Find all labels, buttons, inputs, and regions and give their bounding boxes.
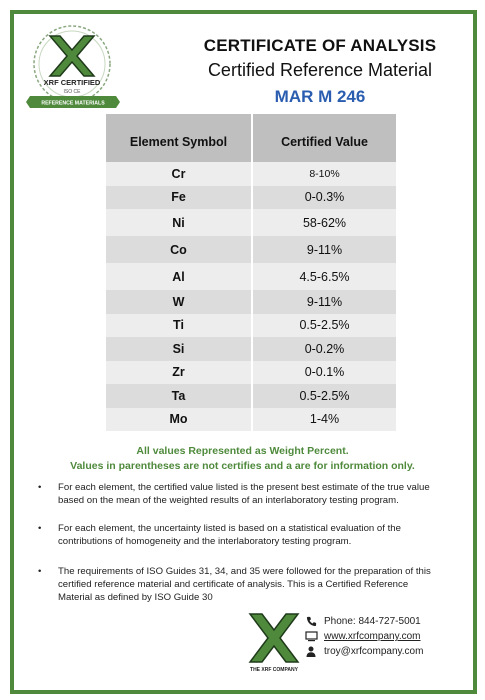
list-item xyxy=(38,481,438,507)
certified-value: 8-10% xyxy=(252,162,396,186)
table-row xyxy=(106,290,396,314)
list-item xyxy=(38,565,438,604)
element-symbol: W xyxy=(106,290,252,314)
bullet-list xyxy=(38,481,438,604)
table-row xyxy=(106,384,396,408)
element-values-table xyxy=(106,114,396,431)
table-row xyxy=(106,186,396,210)
table-row xyxy=(106,314,396,338)
certified-value: 0.5-2.5% xyxy=(252,314,396,338)
certified-value: 0-0.3% xyxy=(252,186,396,210)
table-row xyxy=(106,236,396,263)
email-row xyxy=(304,644,423,659)
weight-percent-notes xyxy=(40,444,445,474)
certificate-subtitle: Certified Reference Material xyxy=(207,60,433,80)
bullet-dot-icon: • xyxy=(38,566,42,577)
certified-value: 4.5-6.5% xyxy=(252,263,396,290)
computer-icon xyxy=(304,631,318,643)
website-row xyxy=(304,629,423,644)
contact-info xyxy=(304,614,423,659)
seal-ribbon-text: REFERENCE MATERIALS xyxy=(41,100,105,107)
certificate-title: CERTIFICATE OF ANALYSIS xyxy=(203,36,437,55)
bullet-dot-icon: • xyxy=(38,482,42,493)
certified-value: 0.5-2.5% xyxy=(252,384,396,408)
list-item xyxy=(38,522,438,548)
certified-value: 9-11% xyxy=(252,236,396,263)
logo-text: THE XRF COMPANY xyxy=(250,667,298,673)
element-symbol: Fe xyxy=(106,186,252,210)
email-text[interactable]: troy@xrfcompany.com xyxy=(324,646,424,657)
element-symbol: Co xyxy=(106,236,252,263)
table-row xyxy=(106,209,396,236)
element-symbol: Zr xyxy=(106,361,252,385)
table-row xyxy=(106,337,396,361)
bullet-dot-icon: • xyxy=(38,523,42,534)
table-row xyxy=(106,361,396,385)
note-line-1: All values Represented as Weight Percent. xyxy=(136,445,349,457)
element-symbol: Ni xyxy=(106,209,252,236)
seal-text: XRF CERTIFIED xyxy=(43,78,101,87)
phone-icon xyxy=(304,616,318,628)
table-header-row xyxy=(106,114,396,162)
material-name: MAR M 246 xyxy=(274,87,366,106)
title-block xyxy=(170,36,470,107)
table-row xyxy=(106,408,396,432)
element-symbol: Al xyxy=(106,263,252,290)
certified-value: 9-11% xyxy=(252,290,396,314)
certified-value: 58-62% xyxy=(252,209,396,236)
element-symbol: Si xyxy=(106,337,252,361)
column-header-symbol: Element Symbol xyxy=(106,114,252,162)
phone-text: Phone: 844-727-5001 xyxy=(324,616,421,627)
element-symbol: Cr xyxy=(106,162,252,186)
bullet-text: The requirements of ISO Guides 31, 34, and 35 were followed for the preparation of this certified reference material and certificate of analysis. This is a Certified Reference Material as defined by ISO Guide 30 xyxy=(58,566,431,603)
xrf-certified-seal-logo xyxy=(22,24,124,110)
certified-value: 1-4% xyxy=(252,408,396,432)
certified-value: 0-0.1% xyxy=(252,361,396,385)
table-row xyxy=(106,162,396,186)
element-symbol: Ta xyxy=(106,384,252,408)
bullet-text: For each element, the uncertainty listed is based on a statistical evaluation of the contributions of homogeneity and the interlaboratory testing program. xyxy=(58,523,401,547)
xrf-company-logo xyxy=(246,612,302,674)
certified-value: 0-0.2% xyxy=(252,337,396,361)
column-header-value: Certified Value xyxy=(252,114,396,162)
element-symbol: Ti xyxy=(106,314,252,338)
note-line-2: Values in parentheses are not certifies and a are for information only. xyxy=(70,460,415,472)
phone-row xyxy=(304,614,423,629)
seal-marks: ISO CE xyxy=(63,89,81,95)
bullet-text: For each element, the certified value listed is the present best estimate of the true value based on the mean of the weighted results of an interlaboratory testing program. xyxy=(58,482,430,506)
person-icon xyxy=(304,646,318,658)
website-link[interactable]: www.xrfcompany.com xyxy=(324,631,421,642)
element-symbol: Mo xyxy=(106,408,252,432)
table-row xyxy=(106,263,396,290)
